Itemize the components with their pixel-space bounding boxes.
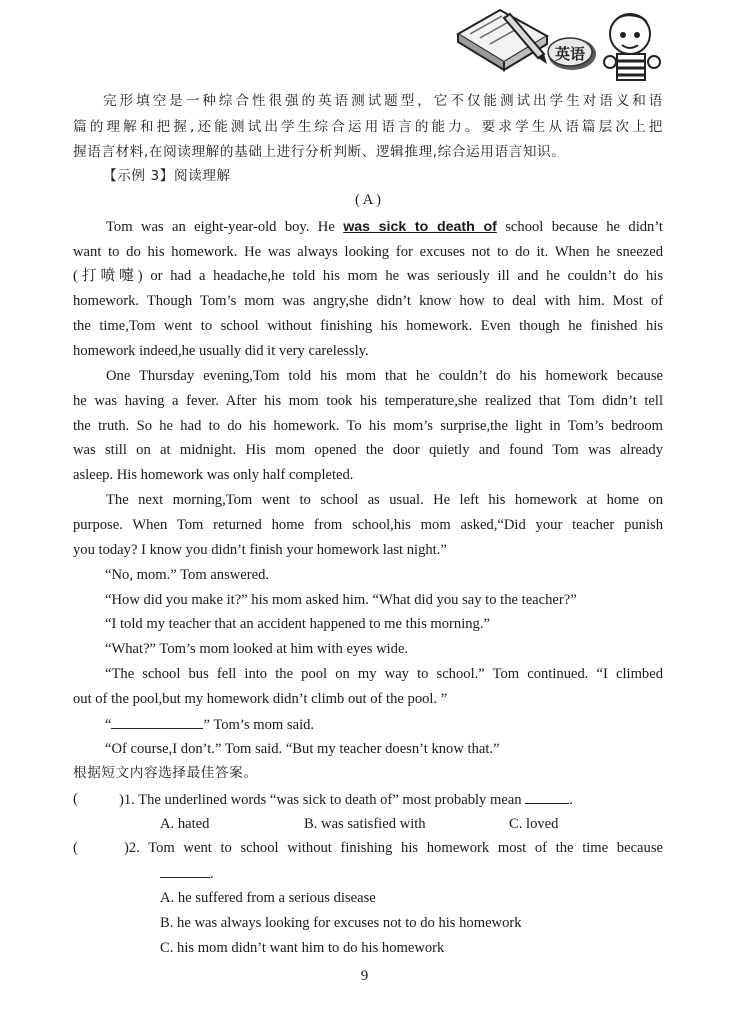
cartoon-student-icon [604, 14, 660, 80]
dialogue-line-6 [105, 714, 695, 735]
fill-in-blank[interactable] [111, 714, 203, 729]
q1-end: . [569, 792, 573, 808]
passage-p2-line-2: he was having a fever. After his mom took his temperature,she realized that Tom didn’t tell [73, 393, 663, 409]
passage-p1-line-6: homework indeed,he usually did it very carelessly. [73, 343, 369, 359]
passage-p2-line-1: One Thursday evening,Tom told his mom that he couldn’t do his homework because [106, 368, 663, 384]
q1-answer-slot [119, 789, 573, 810]
dialogue-line-5b: out of the pool,but my homework didn’t climb out of the pool. ” [73, 691, 448, 707]
passage-p1-line-4: homework. Though Tom’s mom was angry,she didn’t know how to deal with him. Most of [73, 293, 663, 309]
q2-paren-open: ( [73, 840, 78, 856]
passage-p1-line-3: (打喷嚏) or had a headache,he told his mom he was seriously ill and he couldn’t do his [73, 268, 663, 284]
p1-text-before: Tom was an eight-year-old boy. He [106, 219, 344, 235]
intro-line-2: 篇的理解和把握,还能测试出学生综合运用语言的能力。要求学生从语篇层次上把 [73, 119, 663, 135]
p1-text-after: school because he didn’t [496, 219, 663, 235]
passage-p3-line-2: purpose. When Tom returned home from school,his mom asked,“Did your teacher punish [73, 517, 663, 533]
dialogue-line-7: “Of course,I don’t.” Tom said. “But my teacher doesn’t know that.” [105, 741, 500, 757]
passage-p1-line-2: want to do his homework. He was always looking for excuses not to do it. When he sneezed [73, 244, 663, 260]
intro-line-3: 握语言材料,在阅读理解的基础上进行分析判断、逻辑推理,综合运用语言知识。 [73, 144, 566, 160]
q2-stem: 2. Tom went to school without finishing his homework most of the time because [128, 840, 663, 856]
q2-blank-line [160, 863, 214, 884]
intro-line-1: 完形填空是一种综合性很强的英语测试题型，它不仅能测试出学生对语义和语 [103, 93, 663, 109]
dialogue-line-1: “No, mom.” Tom answered. [105, 567, 270, 583]
q2-end: . [210, 866, 214, 882]
dialogue-line-4: “What?” Tom’s mom looked at him with eyes wide. [105, 641, 409, 657]
page-number: 9 [360, 968, 369, 984]
dialogue-line-3: “I told my teacher that an accident happened to me this morning.” [105, 616, 490, 632]
q2-blank[interactable] [160, 863, 210, 878]
passage-p2-line-3: the truth. So he had to do his homework. To his mom’s surprise,the light in Tom’s bedroom [73, 418, 663, 434]
english-badge [548, 38, 596, 70]
passage-p2-line-4: was still on at midnight. His mom opened the door quietly and found Tom was already [73, 442, 663, 458]
q1-option-a[interactable]: A. hated [160, 816, 210, 832]
example-label: 【示例 3】阅读理解 [103, 168, 231, 184]
underlined-phrase: was sick to death of [343, 219, 497, 235]
dialogue-line-5: “The school bus fell into the pool on my way to school.” Tom continued. “I climbed [105, 666, 663, 682]
q2-paren-close: ) [124, 840, 129, 856]
passage-p3-line-3: you today? I know you didn’t finish your homework last night.” [73, 542, 447, 558]
q1-paren-open: ( [73, 791, 78, 807]
q1-option-b[interactable]: B. was satisfied with [304, 816, 426, 832]
dialogue-line-6-text: ” Tom’s mom said. [203, 717, 315, 733]
q2-stem-line [124, 838, 663, 858]
q1-blank[interactable] [525, 789, 569, 804]
open-quote: “ [105, 717, 112, 733]
q2-option-c[interactable]: C. his mom didn’t want him to do his homework [160, 940, 445, 956]
passage-p3-line-1: The next morning,Tom went to school as usual. He left his homework at home on [106, 492, 663, 508]
q1-paren-close: ) [119, 792, 124, 808]
passage-p2-line-5: asleep. His homework was only half completed. [73, 467, 354, 483]
q2-option-b[interactable]: B. he was always looking for excuses not to do his homework [160, 915, 522, 931]
q2-option-a[interactable]: A. he suffered from a serious disease [160, 890, 376, 906]
passage-label: ( A ) [355, 192, 381, 208]
dialogue-line-2: “How did you make it?” his mom asked him. “What did you say to the teacher?” [105, 592, 577, 608]
badge-text: 英语 [554, 45, 586, 63]
open-book-icon [458, 10, 547, 70]
instruction: 根据短文内容选择最佳答案。 [73, 765, 258, 781]
passage-p1-line-5: the time,Tom went to school without finishing his homework. Even though he finished his [73, 318, 663, 334]
header-illustration [452, 4, 677, 84]
q1-stem: 1. The underlined words “was sick to death of” most probably mean [123, 792, 522, 808]
q1-option-c[interactable]: C. loved [509, 816, 559, 832]
passage-p1-line-1 [73, 217, 663, 237]
